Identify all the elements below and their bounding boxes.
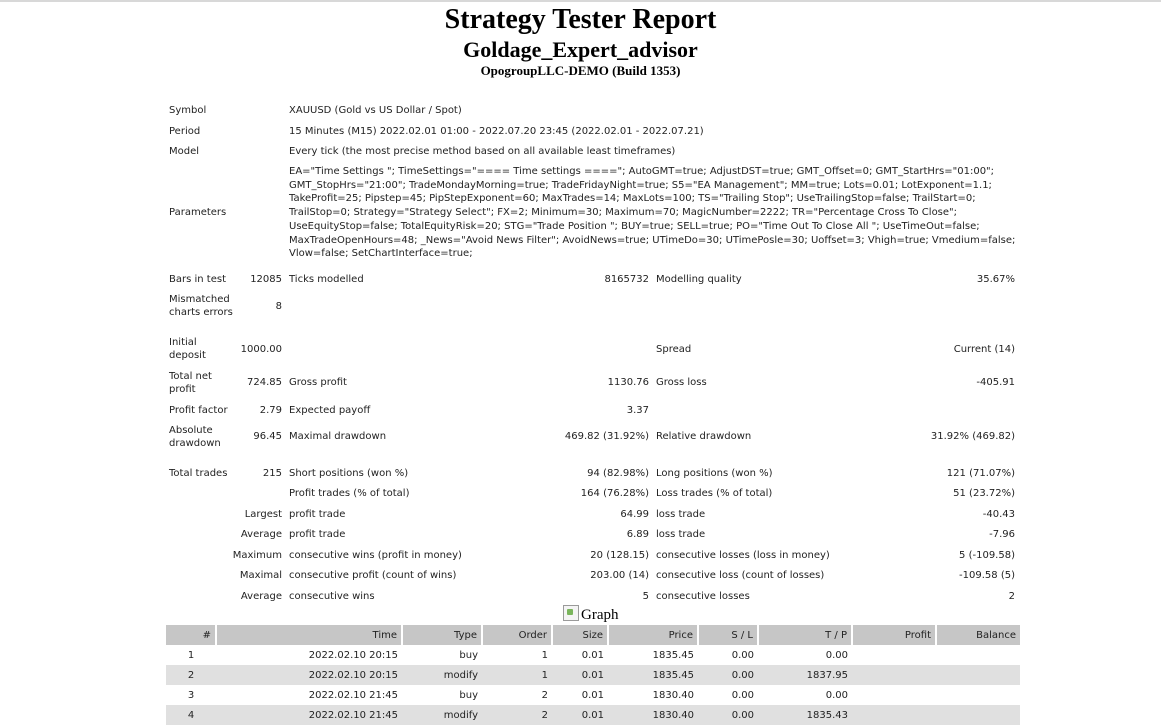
largest-profit-value: 64.99 bbox=[620, 509, 649, 520]
table-row bbox=[166, 685, 1020, 705]
average-loss-label: loss trade bbox=[656, 529, 706, 540]
total-trades-label: Total trades bbox=[169, 468, 228, 479]
cell-sl: 0.00 bbox=[698, 665, 758, 685]
avg-consecutive-losses-label: consecutive losses bbox=[656, 591, 750, 602]
mismatch-value: 8 bbox=[275, 301, 282, 312]
col-type-header: Type bbox=[402, 625, 482, 645]
cell-time: 2022.02.10 21:45 bbox=[216, 705, 402, 725]
netprofit-label: Total net profit bbox=[169, 371, 212, 395]
cell-price: 1835.45 bbox=[608, 665, 698, 685]
maximal-drawdown-label: Maximal drawdown bbox=[289, 431, 387, 442]
cell-order: 1 bbox=[482, 665, 552, 685]
profit-trades-value: 164 (76.28%) bbox=[580, 488, 649, 499]
graph-image bbox=[563, 605, 619, 624]
average-loss-value: -7.96 bbox=[989, 529, 1015, 540]
cell-order: 2 bbox=[482, 705, 552, 725]
long-positions-value: 121 (71.07%) bbox=[946, 468, 1015, 479]
symbol-value: XAUUSD (Gold vs US Dollar / Spot) bbox=[289, 105, 462, 116]
expected-payoff-value: 3.37 bbox=[626, 405, 649, 416]
total-trades-value: 215 bbox=[262, 468, 282, 479]
gross-loss-value: -405.91 bbox=[976, 377, 1015, 388]
cell-order: 2 bbox=[541, 689, 548, 701]
maximal-drawdown-value: 469.82 (31.92%) bbox=[564, 431, 649, 442]
col-sl-header: S / L bbox=[698, 625, 758, 645]
cell-profit bbox=[852, 645, 936, 665]
cell-sl: 0.00 bbox=[731, 649, 754, 661]
ticks-label: Ticks modelled bbox=[289, 274, 364, 285]
cell-order: 1 bbox=[541, 649, 548, 661]
profit-factor-value: 2.79 bbox=[259, 405, 282, 416]
cell-price: 1830.40 bbox=[652, 689, 694, 701]
gross-profit-label: Gross profit bbox=[289, 377, 347, 388]
max-consecutive-wins-value: 20 (128.15) bbox=[590, 550, 649, 561]
trades-table bbox=[166, 625, 1020, 725]
profit-trades-label: Profit trades (% of total) bbox=[289, 488, 410, 499]
absolute-drawdown-label: Absolute drawdown bbox=[169, 425, 221, 449]
maximal-label: Maximal bbox=[239, 570, 282, 581]
relative-drawdown-value: 31.92% (469.82) bbox=[930, 431, 1015, 442]
period-value: 15 Minutes (M15) 2022.02.01 01:00 - 2022.07.20 23:45 (2022.02.01 - 2022.07.21) bbox=[289, 126, 704, 137]
bars-value: 12085 bbox=[250, 274, 282, 285]
model-label: Model bbox=[169, 146, 200, 157]
cell-time: 2022.02.10 20:15 bbox=[216, 665, 402, 685]
average-profit-value: 6.89 bbox=[626, 529, 649, 540]
cell-type: buy bbox=[459, 689, 478, 701]
spread-value: Current (14) bbox=[953, 344, 1015, 355]
graph-alt-text: Graph bbox=[581, 607, 619, 623]
cell-sl: 0.00 bbox=[731, 689, 754, 701]
cell-number: 1 bbox=[187, 649, 195, 661]
cell-price: 1835.45 bbox=[652, 649, 694, 661]
table-header-row bbox=[166, 625, 1020, 645]
max-consecutive-profit-value: 203.00 (14) bbox=[590, 570, 649, 581]
long-positions-label: Long positions (won %) bbox=[656, 468, 773, 479]
absolute-drawdown-value: 96.45 bbox=[253, 431, 282, 442]
cell-type: modify bbox=[402, 705, 482, 725]
cell-type: modify bbox=[402, 665, 482, 685]
col-profit-header: Profit bbox=[852, 625, 936, 645]
cell-size: 0.01 bbox=[552, 665, 608, 685]
period-label: Period bbox=[169, 126, 201, 137]
largest-label: Largest bbox=[244, 509, 282, 520]
cell-tp: 1837.95 bbox=[758, 665, 852, 685]
cell-tp: 0.00 bbox=[825, 649, 848, 661]
max-consecutive-loss-label: consecutive loss (count of losses) bbox=[656, 570, 825, 581]
parameters-value: EA="Time Settings "; TimeSettings="==== Time settings ===="; AutoGMT=true; AdjustDST=true; GMT_Offset=0; GMT_StartHrs="01:00"; GMT_StopHrs="21:00"; TradeMondayMorning=true; TradeFridayNight=true; S5="EA Management"; MM=true; Lots=0.01; LotExponent=1.1; TakeProfit=25; Pipstep=45; PipStepExponent=60; MaxTrades=14; MaxLots=100; TS="Trailing Stop"; UseTrailingStop=false; TrailStart=0; TrailStop=0; Strategy="Strategy Select"; FX=2; Minimum=30; Maximum=70; MagicNumber=2222; TR="Percentage Cross To Close"; UseEquityStop=false; TotalEquityRisk=20; STG="Trade Position "; BUY=true; SELL=true; PO="Time Out To Close All "; UseTimeOut=false; MaxTradeOpenHours=48; _News="Avoid News Filter"; AvoidNews=true; UTimeDo=30; UTimePosle=30; Uoffset=3; Vhigh=true; Vmedium=false; Vlow=false; SetChartInterface=true; bbox=[289, 166, 1016, 260]
quality-value: 35.67% bbox=[976, 274, 1015, 285]
deposit-value: 1000.00 bbox=[240, 344, 282, 355]
avg-consecutive-losses-value: 2 bbox=[1008, 591, 1015, 602]
cell-profit bbox=[852, 685, 936, 705]
cell-time: 2022.02.10 20:15 bbox=[308, 649, 398, 661]
netprofit-value: 724.85 bbox=[247, 377, 282, 388]
report-title: Strategy Tester Report bbox=[444, 4, 717, 35]
average-label: Average bbox=[240, 529, 282, 540]
cell-balance bbox=[936, 705, 1020, 725]
col-price-header: Price bbox=[608, 625, 698, 645]
ticks-value: 8165732 bbox=[604, 274, 649, 285]
table-row bbox=[166, 645, 1020, 665]
col-number-header: # bbox=[166, 625, 216, 645]
cell-type: buy bbox=[459, 649, 478, 661]
relative-drawdown-label: Relative drawdown bbox=[656, 431, 752, 442]
spread-label: Spread bbox=[656, 344, 692, 355]
cell-number: 2 bbox=[166, 665, 216, 685]
loss-trades-label: Loss trades (% of total) bbox=[656, 488, 773, 499]
col-order-header: Order bbox=[482, 625, 552, 645]
cell-balance bbox=[936, 665, 1020, 685]
cell-sl: 0.00 bbox=[698, 705, 758, 725]
maximum-label: Maximum bbox=[232, 550, 282, 561]
cell-profit bbox=[852, 705, 936, 725]
cell-number: 3 bbox=[187, 689, 195, 701]
largest-loss-value: -40.43 bbox=[982, 509, 1015, 520]
max-consecutive-losses-label: consecutive losses (loss in money) bbox=[656, 550, 830, 561]
avg-consecutive-wins-value: 5 bbox=[642, 591, 649, 602]
col-size-header: Size bbox=[552, 625, 608, 645]
deposit-label: Initial deposit bbox=[169, 337, 206, 361]
short-positions-label: Short positions (won %) bbox=[289, 468, 409, 479]
table-row bbox=[166, 705, 1020, 725]
bars-label: Bars in test bbox=[169, 274, 226, 285]
broken-image-icon bbox=[563, 605, 579, 621]
cell-size: 0.01 bbox=[552, 705, 608, 725]
expected-payoff-label: Expected payoff bbox=[289, 405, 371, 416]
col-tp-header: T / P bbox=[758, 625, 852, 645]
mismatch-label: Mismatched charts errors bbox=[169, 294, 233, 318]
gross-profit-value: 1130.76 bbox=[607, 377, 649, 388]
parameters-label: Parameters bbox=[169, 207, 227, 218]
max-consecutive-wins-label: consecutive wins (profit in money) bbox=[289, 550, 462, 561]
expert-name: Goldage_Expert_advisor bbox=[463, 37, 698, 62]
table-row bbox=[166, 665, 1020, 685]
cell-time: 2022.02.10 21:45 bbox=[308, 689, 398, 701]
cell-price: 1830.40 bbox=[608, 705, 698, 725]
cell-number: 4 bbox=[166, 705, 216, 725]
cell-tp: 0.00 bbox=[825, 689, 848, 701]
max-consecutive-loss-value: -109.58 (5) bbox=[959, 570, 1015, 581]
largest-loss-label: loss trade bbox=[656, 509, 706, 520]
col-time-header: Time bbox=[216, 625, 402, 645]
average2-label: Average bbox=[240, 591, 282, 602]
avg-consecutive-wins-label: consecutive wins bbox=[289, 591, 375, 602]
short-positions-value: 94 (82.98%) bbox=[587, 468, 649, 479]
server-build: OpogroupLLC-DEMO (Build 1353) bbox=[480, 63, 681, 78]
model-value: Every tick (the most precise method based on all available least timeframes) bbox=[289, 146, 676, 157]
cell-size: 0.01 bbox=[581, 649, 604, 661]
cell-balance bbox=[936, 685, 1020, 705]
cell-tp: 1835.43 bbox=[758, 705, 852, 725]
gross-loss-label: Gross loss bbox=[656, 377, 707, 388]
symbol-label: Symbol bbox=[169, 105, 207, 116]
cell-balance bbox=[936, 645, 1020, 665]
loss-trades-value: 51 (23.72%) bbox=[953, 488, 1015, 499]
profit-factor-label: Profit factor bbox=[169, 405, 228, 416]
average-profit-label: profit trade bbox=[289, 529, 346, 540]
max-consecutive-profit-label: consecutive profit (count of wins) bbox=[289, 570, 457, 581]
cell-profit bbox=[852, 665, 936, 685]
cell-size: 0.01 bbox=[581, 689, 604, 701]
quality-label: Modelling quality bbox=[656, 274, 742, 285]
max-consecutive-losses-value: 5 (-109.58) bbox=[959, 550, 1015, 561]
largest-profit-label: profit trade bbox=[289, 509, 346, 520]
col-balance-header: Balance bbox=[936, 625, 1020, 645]
